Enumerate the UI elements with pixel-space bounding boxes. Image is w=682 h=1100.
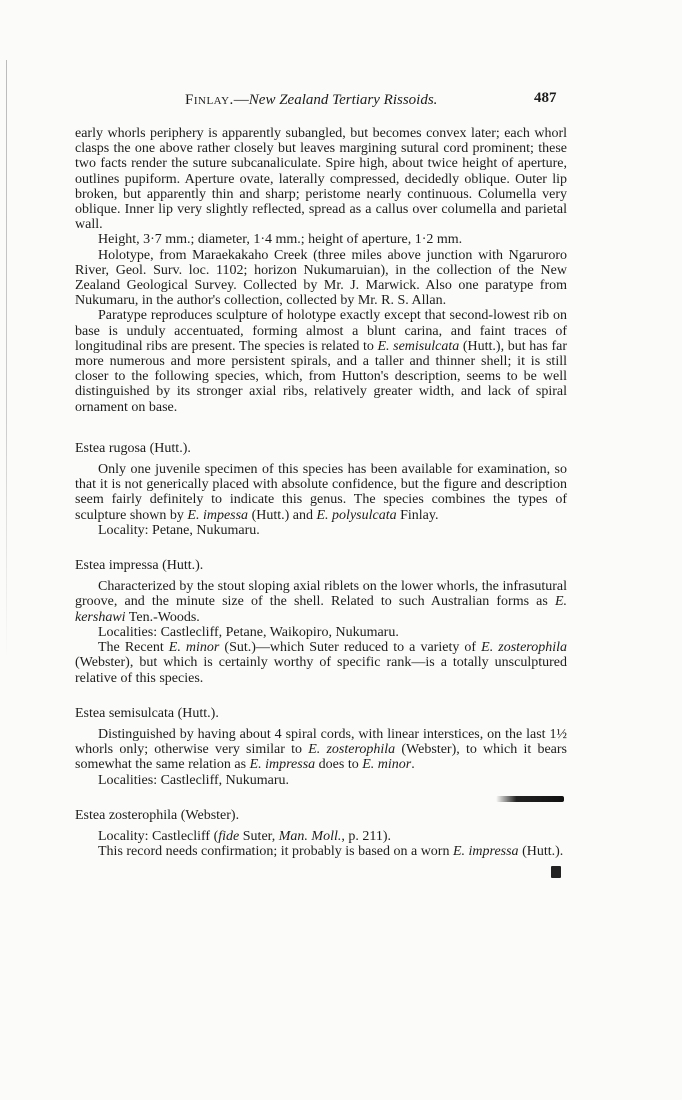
locality-zosterophila (75, 829, 567, 844)
species-name: E. impressa (452, 844, 519, 860)
species-name: E. impressa (249, 757, 316, 773)
spacer (75, 538, 567, 558)
text-run: Only one juvenile specimen of this species has been available for examination, so that it is not generically placed with absolute confidence, but the figure and description seem fairly definitely to indicate this genus. The species combines the types of sculpture shown by (75, 462, 567, 523)
text-run: Finlay. (396, 507, 439, 523)
ink-smudge (496, 796, 564, 802)
species-name: E. impessa (187, 507, 249, 523)
species-name: E. minor (362, 757, 412, 773)
reference-title: Man. Moll. (278, 828, 342, 844)
species-name: E. zosterophila (308, 742, 396, 758)
text-run: (Hutt.), but has far more numerous and more persistent spirals, and a taller and thinner shell; it is still closer to the following species, which, from Hutton's description, seems to be well distinguished by its stronger axial ribs, relatively greater width, and lack of spiral ornament on base. (75, 338, 568, 415)
species-name: E. polysulcata (316, 507, 397, 523)
paragraph-recent-minor (75, 640, 567, 686)
text-run: , p. 211). (341, 828, 392, 844)
text-run: Locality: Castlecliff ( (98, 828, 219, 844)
locality-rugosa: Locality: Petane, Nukumaru. (98, 522, 260, 538)
text-run: Distinguished by having about 4 spiral cords, with linear interstices, on the last 1½ whorls only; otherwise very similar to (75, 726, 567, 758)
paragraph-impressa (75, 579, 567, 625)
species-name: E. zosterophila (481, 640, 567, 656)
heading-estea-impressa: Estea impressa (Hutt.). (75, 558, 204, 574)
species-name: E. minor (168, 640, 220, 656)
header-dash: — (233, 92, 249, 108)
localities-impressa: Localities: Castlecliff, Petane, Waikopiro, Nukumaru. (98, 624, 399, 640)
article-body (75, 126, 567, 859)
binding-edge (6, 60, 7, 660)
header-title: New Zealand Tertiary Rissoids. (248, 92, 438, 108)
text-run: (Webster), but which is certainly worthy of specific rank—is a totally unsculptured relative of this species. (75, 655, 567, 686)
text-run: This record needs confirmation; it probably is based on a worn (98, 844, 453, 860)
paragraph-zosterophila (75, 844, 567, 859)
text-run: (Sut.)—which Suter reduced to a variety of (219, 640, 482, 656)
text-run: . (411, 757, 415, 773)
running-head (185, 92, 437, 109)
text-run: Ten.-Woods. (125, 609, 200, 625)
ink-smudge (551, 866, 561, 878)
text-run: (Hutt.). (518, 844, 564, 860)
text-run: (Hutt.) and (248, 507, 317, 523)
page-number: 487 (534, 90, 557, 106)
text-run: Suter, (239, 828, 279, 844)
paragraph-rugosa (75, 462, 567, 523)
heading-estea-zosterophila: Estea zosterophila (Webster). (75, 807, 240, 823)
fide-term: fide (218, 828, 240, 844)
paragraph-holotype: Holotype, from Maraekakaho Creek (three miles above junction with Ngaruroro River, Geol. Surv. loc. 1102; horizon Nukumaruian), in the collection of the New Zealand Geological Survey. Collected by Mr. J. Marwick. Also one paratype from Nukumaru, in the author's collection, collected by Mr. R. S. Allan. (75, 247, 567, 309)
species-name: E. kershawi (75, 594, 567, 625)
heading-estea-semisulcata: Estea semisulcata (Hutt.). (75, 705, 219, 721)
text-run: does to (315, 757, 363, 773)
page-header (75, 88, 575, 114)
species-name: E. semisulcata (377, 338, 460, 354)
text-run: Characterized by the stout sloping axial riblets on the lower whorls, the infrasutural groove, and the minute size of the shell. Related to such Australian forms as (75, 579, 567, 610)
localities-semisulcata: Localities: Castlecliff, Nukumaru. (98, 772, 290, 788)
text-run: (Webster), to which it bears somewhat the same relation as (75, 742, 567, 773)
spacer (75, 788, 567, 808)
paragraph-semisulcata (75, 727, 567, 773)
text-run: The Recent (98, 640, 169, 656)
paragraph-paratype (75, 308, 567, 414)
paragraph-measurements: Height, 3·7 mm.; diameter, 1·4 mm.; height of aperture, 1·2 mm. (98, 232, 463, 248)
paragraph-description: early whorls periphery is apparently subangled, but becomes convex later; each whorl clasps the one above rather closely but leaves margining sutural cord prominent; these two facts render the suture subcanaliculate. Spire high, about twice height of aperture, outlines pupiform. Aperture ovate, laterally compressed, decidedly oblique. Outer lip broken, but apparently thin and sharp; peristome nearly continuous. Columella very oblique. Inner lip very slightly reflected, spread as a callus over columella and parietal wall. (75, 126, 567, 233)
header-author: Finlay. (185, 92, 234, 108)
spacer (75, 686, 567, 706)
text-run: Paratype reproduces sculpture of holotype exactly except that second-lowest rib on base is unduly accentuated, forming almost a blunt carina, and faint traces of longitudinal ribs are present. The species is related to (75, 308, 567, 354)
spacer (75, 415, 567, 441)
heading-estea-rugosa: Estea rugosa (Hutt.). (75, 440, 191, 456)
